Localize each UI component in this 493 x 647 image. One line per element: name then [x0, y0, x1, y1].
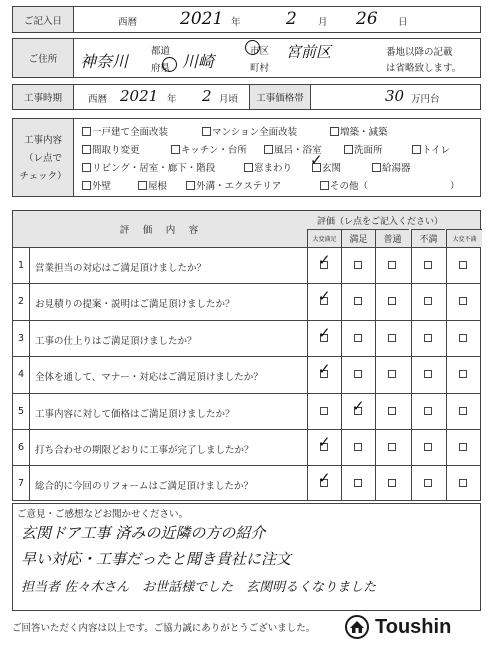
question-number: 4: [17, 369, 25, 381]
date-year-unit: 年: [231, 17, 241, 28]
column-divider: [307, 247, 308, 500]
rating-checkbox[interactable]: [459, 370, 467, 378]
question-text: お見積りの提案・説明はご満足頂けましたか？: [35, 299, 235, 311]
price-label: 工事価格帯: [256, 93, 304, 104]
rating-label-3: 普通: [375, 229, 409, 247]
rating-checkbox[interactable]: [459, 334, 467, 342]
address-prefecture: 神奈川: [80, 52, 129, 71]
option-window[interactable]: 窓まわり: [244, 160, 292, 174]
option-washroom[interactable]: 洗面所: [344, 142, 383, 156]
rating-checkbox[interactable]: [354, 443, 362, 451]
row-divider: [13, 356, 480, 357]
work-content-label: 工事内容: [23, 135, 62, 146]
date-day-unit: 日: [398, 17, 408, 28]
checkbox[interactable]: [412, 145, 421, 154]
option-living[interactable]: リビング・居室・廊下・階段: [82, 160, 215, 174]
checkbox[interactable]: [82, 127, 91, 136]
row-divider: [13, 465, 480, 466]
question-text: 工事の仕上りはご満足頂けましたか？: [35, 335, 197, 347]
brand-logo: [345, 614, 451, 640]
rating-check-mark: ✓: [318, 287, 331, 306]
option-other-close: ）: [450, 181, 460, 192]
address-city: 川崎: [182, 52, 215, 71]
rating-checkbox[interactable]: [424, 261, 432, 269]
rating-label-5: 大変不満: [446, 229, 482, 247]
question-number: 2: [17, 296, 25, 308]
address-label: ご住所: [28, 54, 58, 65]
option-kitchen[interactable]: キッチン・台所: [171, 142, 247, 156]
comments-line-3: 担当者 佐々木さん お世話様でした 玄関明るくなりました: [21, 580, 377, 595]
rating-check-mark: ✓: [318, 251, 331, 269]
checkbox[interactable]: [344, 145, 353, 154]
rating-checkbox[interactable]: [388, 261, 396, 269]
question-number: 6: [17, 442, 25, 453]
work-content-sub2: チェック）: [19, 171, 67, 182]
period-year-unit: 年: [167, 94, 177, 105]
column-divider: [375, 247, 376, 500]
date-label-cell: [12, 6, 74, 33]
checkbox[interactable]: [82, 145, 91, 154]
date-month: 2: [286, 9, 297, 29]
column-divider: [446, 247, 447, 500]
question-number: 5: [17, 405, 25, 417]
option-full-mansion[interactable]: マンション全面改装: [202, 124, 297, 138]
option-extension[interactable]: 増築・減築: [330, 124, 388, 138]
rating-checkbox[interactable]: [459, 297, 467, 305]
price-value-cell: [310, 84, 481, 110]
entrance-check-mark: ✓: [310, 151, 323, 169]
question-number: 1: [17, 260, 25, 271]
date-label: ご記入日: [23, 15, 62, 27]
checkbox[interactable]: [244, 163, 253, 172]
pref-circle-mark: [162, 57, 177, 72]
question-number: 7: [17, 478, 25, 490]
rating-label-1: 大変満足: [307, 229, 341, 247]
work-content-options: [73, 118, 481, 197]
rating-check-mark: ✓: [318, 469, 331, 488]
period-era-label: 西暦: [88, 94, 108, 105]
price-unit: 万円台: [411, 94, 440, 105]
address-city-unit-2: 町村: [250, 63, 270, 74]
date-value-cell: [73, 6, 481, 33]
question-number: 3: [17, 332, 25, 344]
rating-checkbox[interactable]: [459, 407, 467, 415]
rating-checkbox[interactable]: [354, 479, 362, 487]
rating-checkbox[interactable]: [459, 479, 467, 487]
rating-checkbox[interactable]: [354, 334, 362, 342]
checkbox[interactable]: [171, 145, 180, 154]
address-note-2: は省略致します。: [386, 63, 462, 74]
checkbox[interactable]: [202, 127, 211, 136]
date-era-label: 西暦: [118, 17, 138, 28]
address-pref-unit-2: 府県: [151, 63, 171, 74]
address-note-1: 番地以降の記載: [386, 47, 453, 58]
price-label-cell: [249, 84, 311, 110]
rating-header-label: 評価（レ点をご記入ください）: [317, 217, 444, 227]
rating-checkbox[interactable]: [459, 261, 467, 269]
option-water-heater[interactable]: 給湯器: [372, 160, 411, 174]
rating-checkbox[interactable]: [388, 370, 396, 378]
question-text: 工事内容に対して価格はご満足頂けましたか？: [35, 408, 235, 420]
address-pref-unit-1: 都道: [151, 46, 171, 57]
checkbox[interactable]: [82, 163, 91, 172]
comments-label: ご意見・ご感想などお聞かせください。: [17, 509, 189, 520]
rating-check-mark: ✓: [318, 360, 331, 379]
address-label-cell: [12, 38, 74, 78]
rating-checkbox[interactable]: [388, 297, 396, 305]
comments-line-2: 早い対応・工事だったと聞き貴社に注文: [21, 550, 292, 568]
option-full-house[interactable]: 一戸建て全面改装: [82, 124, 168, 138]
row-divider: [13, 393, 480, 394]
rating-label-4: 不満: [411, 229, 445, 247]
rating-checkbox[interactable]: [354, 297, 362, 305]
rating-checkbox[interactable]: [388, 334, 396, 342]
option-exterior-wall[interactable]: 外壁: [82, 178, 111, 192]
checkbox[interactable]: [264, 145, 273, 154]
period-value-cell: [73, 84, 250, 110]
price-value: 30: [385, 87, 405, 105]
evaluation-table: [12, 210, 481, 501]
period-label: 工事時期: [23, 93, 62, 104]
rating-checkbox[interactable]: [424, 334, 432, 342]
period-month-unit: 月頃: [219, 94, 239, 105]
rating-label-2: 満足: [341, 229, 375, 247]
rating-checkbox[interactable]: [354, 370, 362, 378]
date-month-unit: 月: [318, 17, 328, 28]
question-text: 営業担当の対応はご満足頂けましたか？: [35, 263, 207, 274]
rating-check-mark: ✓: [318, 433, 331, 451]
row-divider: [13, 320, 480, 321]
rating-checkbox[interactable]: [424, 479, 432, 487]
row-divider: [13, 283, 480, 284]
option-exterior[interactable]: 外溝・エクステリア: [186, 178, 281, 192]
column-divider: [341, 247, 342, 500]
question-text: 総合的に今回のリフォームはご満足頂けましたか？: [35, 481, 254, 493]
number-column-divider: [29, 247, 30, 500]
option-bath[interactable]: 風呂・浴室: [264, 142, 322, 156]
rating-checkbox[interactable]: [388, 479, 396, 487]
rating-checkbox[interactable]: [388, 407, 396, 415]
rating-checkbox[interactable]: [424, 407, 432, 415]
footer-thanks: ご回答いただく内容は以上です。ご協力誠にありがとうございました。: [12, 623, 316, 634]
row-divider: [13, 429, 480, 430]
checkbox[interactable]: [186, 181, 195, 190]
comments-line-1: 玄関ドア工事 済みの近隣の方の紹介: [21, 524, 266, 542]
option-other[interactable]: その他（: [320, 178, 368, 192]
city-circle-mark: [245, 40, 260, 55]
option-roof[interactable]: 屋根: [138, 178, 167, 192]
option-entrance[interactable]: 玄関: [312, 160, 341, 174]
period-label-cell: [12, 84, 74, 110]
option-layout[interactable]: 間取り変更: [82, 142, 140, 156]
question-text: 全体を通して、マナー・対応はご満足頂けましたか？: [35, 372, 263, 384]
eval-header-label: 評 価 内 容: [119, 225, 201, 236]
checkbox[interactable]: [330, 127, 339, 136]
rating-checkbox[interactable]: [424, 370, 432, 378]
rating-checkbox[interactable]: [459, 443, 467, 451]
checkbox[interactable]: [372, 163, 381, 172]
option-toilet[interactable]: トイレ: [412, 142, 450, 156]
row-divider: [13, 247, 480, 248]
brand-name: Toushin: [375, 615, 452, 638]
question-text: 打ち合わせの期限どおりに工事が完了しましたか？: [35, 445, 254, 456]
period-month: 2: [202, 87, 212, 105]
checkbox[interactable]: [82, 181, 91, 190]
rating-check-mark: ✓: [352, 396, 365, 415]
comments-box: [12, 503, 481, 611]
checkbox[interactable]: [320, 181, 329, 190]
house-logo-icon: [345, 615, 369, 639]
column-divider: [411, 247, 412, 500]
work-content-label-cell: [12, 118, 74, 197]
work-content-sub1: （レ点で: [23, 153, 62, 164]
period-year: 2021: [120, 87, 159, 105]
rating-checkbox[interactable]: [424, 297, 432, 305]
rating-check-mark: ✓: [318, 323, 331, 342]
date-year: 2021: [180, 9, 224, 29]
address-city-unit-1: 市区: [250, 46, 270, 57]
address-ward: 宮前区: [286, 43, 332, 61]
rating-checkbox[interactable]: [320, 407, 328, 415]
eval-header-cell: [13, 211, 307, 247]
address-value-cell: [73, 38, 481, 78]
date-day: 26: [356, 9, 378, 29]
rating-checkbox[interactable]: [424, 443, 432, 451]
rating-checkbox[interactable]: [388, 443, 396, 451]
rating-checkbox[interactable]: [354, 261, 362, 269]
checkbox[interactable]: [138, 181, 147, 190]
